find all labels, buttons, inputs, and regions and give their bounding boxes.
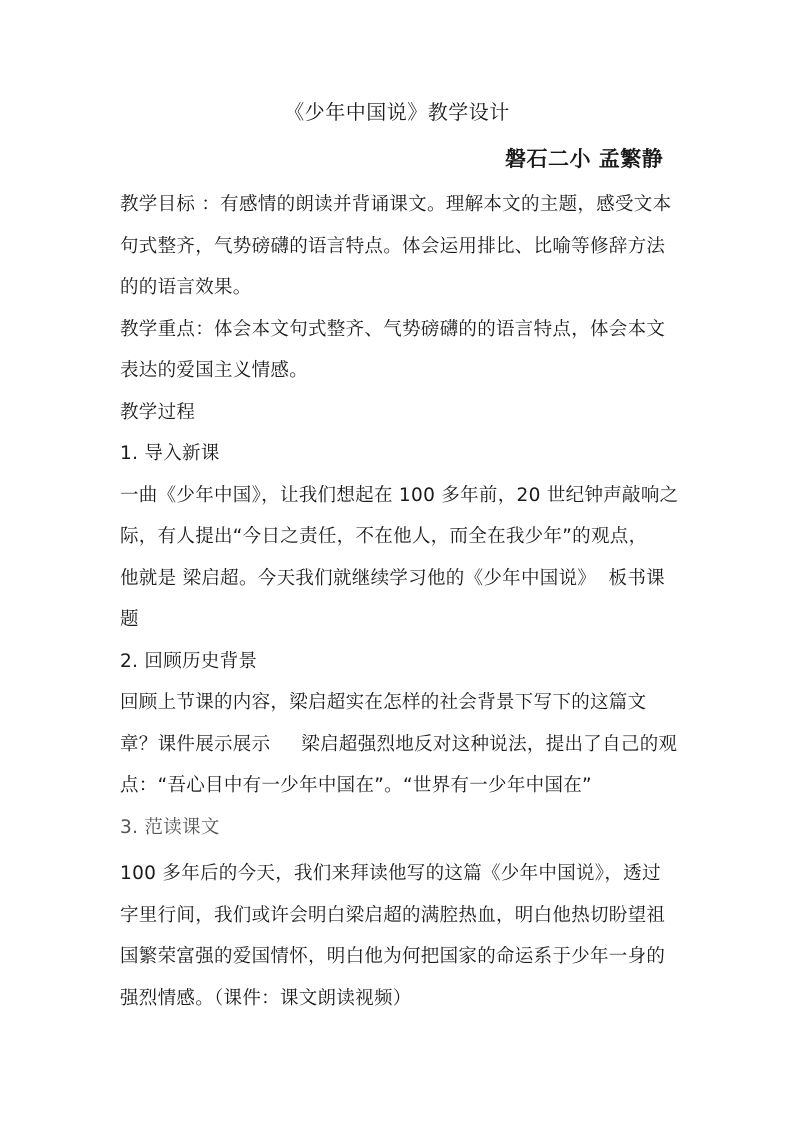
focus-line-2: 表达的爱国主义情感。 [120,360,309,381]
step2-line-1: 回顾上节课的内容，梁启超实在怎样的社会背景下写下的这篇文 [120,692,647,713]
step1-line-3: 他就是 梁启超。今天我们就继续学习他的《少年中国说》 板书课 [120,567,665,589]
goal-line-3: 的的语言效果。 [120,277,252,298]
goal-line-2: 句式整齐，气势磅礴的语言特点。体会运用排比、比喻等修辞方法 [120,235,666,257]
step2-line-2: 章？课件展示展示 梁启超强烈地反对这种说法，提出了自己的观 [120,733,678,755]
step1-line-1: 一曲《少年中国》，让我们想起在 100 多年前，20 世纪钟声敲响之 [120,484,679,506]
step3-line-3: 国繁荣富强的爱国情怀，明白他为何把国家的命运系于少年一身的 [120,946,666,967]
step3-heading: 3. 范读课文 [120,816,220,838]
process-heading: 教学过程 [120,401,196,423]
goal-line-1: 教学目标 ：有感情的朗读并背诵课文。理解本文的主题，感受文本 [120,194,672,215]
document-body [120,184,680,1019]
step1-line-4: 题 [120,609,139,630]
document-title: 《少年中国说》教学设计 [284,100,510,124]
step1-line-2: 际，有人提出“今日之责任，不在他人，而全在我少年”的观点， [120,526,648,547]
step2-line-3: 点：“吾心目中有一少年中国在”。“世界有一少年中国在” [120,775,592,796]
focus-line-1: 教学重点：体会本文句式整齐、气势磅礴的的语言特点，体会本文 [120,318,666,340]
step3-line-1: 100 多年后的今天，我们来拜读他写的这篇《少年中国说》，透过 [120,863,661,884]
author-line: 磐石二小 孟繁静 [505,146,664,171]
step3-line-4: 强烈情感。（课件：课文朗读视频） [120,987,412,1009]
step1-heading: 1. 导入新课 [120,443,220,464]
step2-heading: 2. 回顾历史背景 [120,650,258,672]
step3-line-2: 字里行间，我们或许会明白梁启超的满腔热血，明白他热切盼望祖 [120,904,666,926]
